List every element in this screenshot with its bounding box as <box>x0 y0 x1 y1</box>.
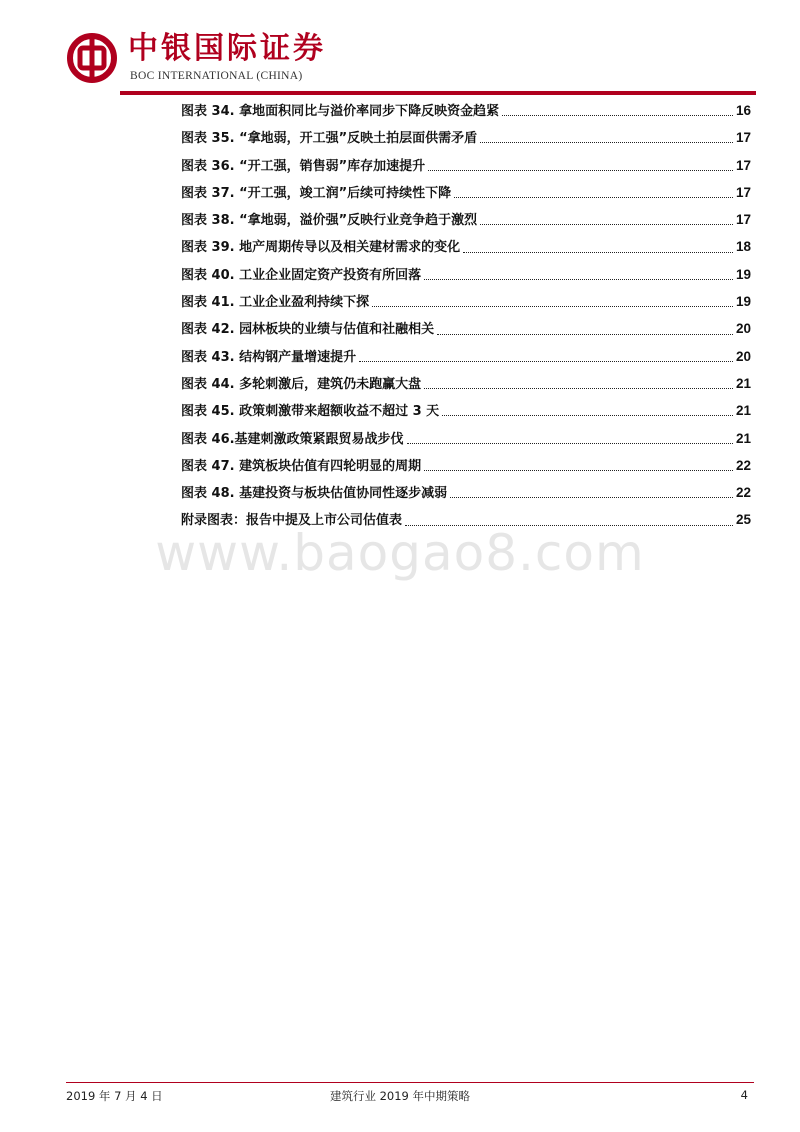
toc-entry-title: 图表 38. “拿地弱，溢价强”反映行业竞争趋于激烈 <box>181 213 478 229</box>
toc-entry-page: 21 <box>735 375 751 391</box>
toc-entry[interactable] <box>181 206 751 233</box>
toc-entry-title: 图表 48. 基建投资与板块估值协同性逐步减弱 <box>181 486 448 502</box>
toc-leader-dots <box>407 443 733 444</box>
toc-entry[interactable] <box>181 124 751 151</box>
toc-entry-title: 图表 45. 政策刺激带来超额收益不超过 3 天 <box>181 404 440 420</box>
toc-entry[interactable] <box>181 261 751 288</box>
toc-leader-dots <box>437 334 733 335</box>
toc-entry-title: 图表 47. 建筑板块估值有四轮明显的周期 <box>181 458 422 474</box>
toc-entry-page: 19 <box>735 266 751 282</box>
toc-entry-title: 图表 37. “开工强，竣工润”后续可持续性下降 <box>181 185 452 201</box>
toc-entry-title: 图表 46.基建刺激政策紧跟贸易战步伐 <box>181 431 404 447</box>
toc-entry-page: 16 <box>735 103 751 118</box>
page-header <box>0 0 800 100</box>
toc-leader-dots <box>424 279 733 280</box>
footer-report-title: 建筑行业 2019 年中期策略 <box>329 1089 471 1103</box>
toc-leader-dots <box>480 224 733 225</box>
toc-entry-page: 21 <box>735 403 751 419</box>
toc-entry-page: 17 <box>735 184 751 200</box>
toc-leader-dots <box>424 388 733 389</box>
toc-entry[interactable] <box>181 479 751 506</box>
toc-leader-dots <box>454 197 733 198</box>
toc-entry-page: 22 <box>735 485 751 501</box>
toc-leader-dots <box>502 115 733 116</box>
header-divider <box>120 91 756 95</box>
toc-entry[interactable] <box>181 425 751 452</box>
footer-divider <box>66 1082 754 1083</box>
toc-entry-page: 17 <box>735 212 751 228</box>
toc-entry[interactable] <box>181 97 751 124</box>
page-number: 4 <box>740 1088 748 1102</box>
toc-leader-dots <box>359 361 733 362</box>
toc-entry[interactable] <box>181 343 751 370</box>
toc-leader-dots <box>450 497 733 498</box>
toc-entry-title: 图表 40. 工业企业固定资产投资有所回落 <box>181 267 422 283</box>
toc-entry-title: 附录图表：报告中提及上市公司估值表 <box>181 513 403 529</box>
toc-leader-dots <box>463 252 733 253</box>
toc-entry-title: 图表 35. “拿地弱，开工强”反映土拍层面供需矛盾 <box>181 131 478 147</box>
toc-entry[interactable] <box>181 179 751 206</box>
watermark: www.baogao8.com <box>155 524 645 582</box>
toc-entry-page: 17 <box>735 157 751 173</box>
toc-entry-page: 21 <box>735 430 751 446</box>
table-of-figures <box>181 97 751 534</box>
logo-chinese-name: 中银国际证券 <box>128 31 326 66</box>
toc-entry-title: 图表 42. 园林板块的业绩与估值和社融相关 <box>181 322 435 338</box>
toc-leader-dots <box>424 470 733 471</box>
toc-entry-page: 20 <box>735 321 751 337</box>
toc-leader-dots <box>442 415 733 416</box>
toc-entry-page: 17 <box>735 130 751 146</box>
toc-entry[interactable] <box>181 452 751 479</box>
toc-entry-title: 图表 41. 工业企业盈利持续下探 <box>181 295 370 311</box>
toc-entry-page: 22 <box>735 457 751 473</box>
toc-leader-dots <box>372 306 733 307</box>
boc-logo-icon <box>66 32 118 84</box>
logo-english-name: BOC INTERNATIONAL (CHINA) <box>130 70 303 82</box>
toc-entry-page: 19 <box>735 294 751 310</box>
toc-entry[interactable] <box>181 315 751 342</box>
toc-entry-title: 图表 43. 结构钢产量增速提升 <box>181 349 357 365</box>
toc-entry-page: 20 <box>735 348 751 364</box>
toc-entry-page: 18 <box>735 239 751 255</box>
toc-leader-dots <box>480 142 733 143</box>
toc-entry-title: 图表 34. 拿地面积同比与溢价率同步下降反映资金趋紧 <box>181 104 500 119</box>
toc-entry[interactable] <box>181 152 751 179</box>
toc-entry-title: 图表 36. “开工强，销售弱”库存加速提升 <box>181 158 426 174</box>
toc-entry-title: 图表 44. 多轮刺激后，建筑仍未跑赢大盘 <box>181 376 422 392</box>
toc-entry-page: 25 <box>735 512 751 528</box>
toc-entry-title: 图表 39. 地产周期传导以及相关建材需求的变化 <box>181 240 461 256</box>
toc-entry[interactable] <box>181 233 751 260</box>
toc-leader-dots <box>428 170 733 171</box>
footer-date: 2019 年 7 月 4 日 <box>66 1089 163 1103</box>
toc-entry[interactable] <box>181 397 751 424</box>
toc-entry[interactable] <box>181 288 751 315</box>
toc-entry[interactable] <box>181 370 751 397</box>
